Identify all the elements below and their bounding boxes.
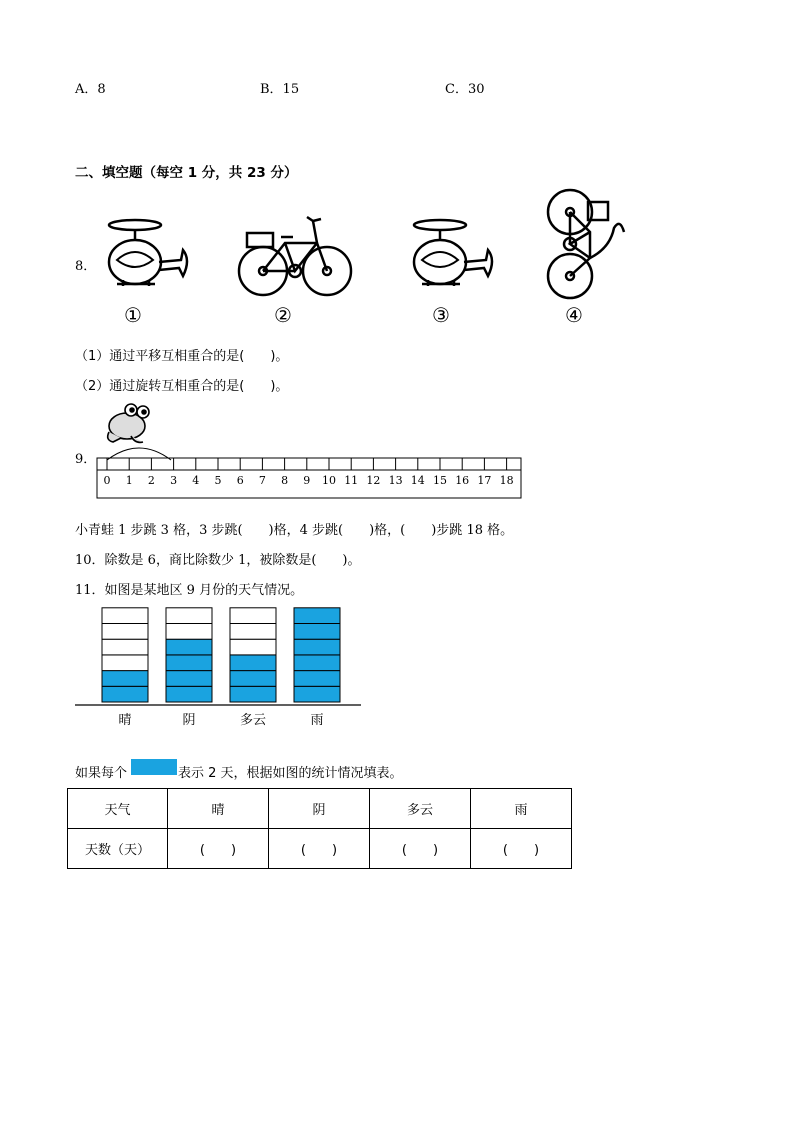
table-row [68, 829, 572, 869]
q9-text: 小青蛙 1 步跳 3 格，3 步跳( )格，4 步跳( )格，( )步跳 18 格。 [75, 523, 514, 538]
bar-cell-filled [294, 608, 340, 624]
figure-label-4: ④ [565, 303, 583, 327]
chart-category-label: 阴 [182, 713, 196, 728]
ruler-tick-label: 5 [214, 474, 222, 487]
answer-blank[interactable]: ( ) [471, 829, 572, 869]
table-header-cell: 晴 [168, 789, 269, 829]
ruler-tick-label: 12 [366, 474, 381, 487]
bar-cell-empty [230, 608, 276, 624]
answer-blank[interactable]: ( ) [370, 829, 471, 869]
table-header-cell: 天气 [68, 789, 168, 829]
table-row [68, 789, 572, 829]
legend-swatch [131, 759, 177, 775]
q8-number: 8． [75, 259, 97, 274]
q10-text: 10．除数是 6，商比除数少 1，被除数是( )。 [75, 553, 361, 568]
ruler-tick-label: 13 [388, 474, 403, 487]
table-header-cell: 多云 [370, 789, 471, 829]
frog-icon [108, 404, 149, 442]
chart-category-label: 晴 [118, 713, 132, 728]
bar-cell-filled [166, 639, 212, 655]
bar-cell-filled [294, 639, 340, 655]
bar-cell-filled [166, 655, 212, 671]
chart-bar [166, 608, 212, 702]
chart-category-label: 多云 [239, 713, 267, 728]
answer-blank[interactable]: ( ) [168, 829, 269, 869]
legend-suffix: 表示 2 天，根据如图的统计情况填表。 [178, 766, 403, 781]
ruler-tick-label: 11 [344, 474, 359, 487]
ruler-tick-label: 4 [192, 474, 200, 487]
option-c: C．30 [445, 82, 485, 97]
bar-cell-empty [102, 624, 148, 640]
ruler-tick-label: 8 [281, 474, 289, 487]
bar-cell-filled [230, 655, 276, 671]
bar-cell-empty [166, 608, 212, 624]
bar-cell-filled [230, 686, 276, 702]
q8-sub2: （2）通过旋转互相重合的是( )。 [75, 379, 289, 394]
ruler-ticks [104, 458, 514, 487]
number-line-figure [95, 398, 525, 500]
ruler-tick-label: 7 [258, 474, 266, 487]
q11-text: 11．如图是某地区 9 月份的天气情况。 [75, 583, 304, 598]
ruler-tick-label: 9 [303, 474, 311, 487]
ruler-tick-label: 17 [477, 474, 492, 487]
figure-label-3: ③ [432, 303, 450, 327]
bicycle-icon [239, 217, 351, 295]
ruler-tick-label: 0 [103, 474, 111, 487]
table-header-cell: 雨 [471, 789, 572, 829]
ruler-tick-label: 15 [433, 474, 447, 487]
ruler-tick-label: 3 [170, 474, 178, 487]
bar-cell-filled [294, 686, 340, 702]
bar-cell-filled [102, 671, 148, 687]
bicycle-icon [548, 190, 624, 298]
ruler-tick-label: 10 [322, 474, 336, 487]
figure-label-1: ① [124, 303, 142, 327]
bar-cell-empty [102, 655, 148, 671]
option-a: A．8 [75, 82, 106, 97]
ruler-tick-label: 6 [236, 474, 244, 487]
bar-cell-empty [230, 624, 276, 640]
ruler-tick-label: 18 [499, 474, 514, 487]
chart-bar [294, 608, 340, 702]
table-row-label: 天数（天） [68, 829, 168, 869]
bar-cell-filled [230, 671, 276, 687]
bar-cell-filled [294, 671, 340, 687]
option-b: B．15 [260, 82, 300, 97]
bar-cell-empty [230, 639, 276, 655]
ruler-tick-label: 2 [147, 474, 155, 487]
table-header-cell: 阴 [269, 789, 370, 829]
figure-label-2: ② [274, 303, 292, 327]
chart-bar [230, 608, 276, 702]
bar-cell-filled [294, 624, 340, 640]
bar-cell-filled [166, 686, 212, 702]
chart-category-label: 雨 [310, 713, 324, 728]
bar-cell-filled [102, 686, 148, 702]
q9-number: 9． [75, 452, 97, 467]
helicopter-icon [414, 220, 492, 286]
answer-blank[interactable]: ( ) [269, 829, 370, 869]
section-title: 二、填空题（每空 1 分，共 23 分） [75, 165, 298, 181]
helicopter-icon [109, 220, 187, 286]
weather-table [67, 788, 572, 869]
bar-cell-filled [166, 671, 212, 687]
bar-cell-empty [102, 639, 148, 655]
ruler-tick-label: 1 [125, 474, 133, 487]
q8-sub1: （1）通过平移互相重合的是( )。 [75, 349, 289, 364]
bar-cell-empty [166, 624, 212, 640]
bar-cell-filled [294, 655, 340, 671]
chart-bar [102, 608, 148, 702]
weather-chart [75, 600, 365, 735]
legend-prefix: 如果每个 [75, 766, 128, 781]
ruler-tick-label: 16 [455, 474, 470, 487]
ruler-tick-label: 14 [410, 474, 425, 487]
bar-cell-empty [102, 608, 148, 624]
